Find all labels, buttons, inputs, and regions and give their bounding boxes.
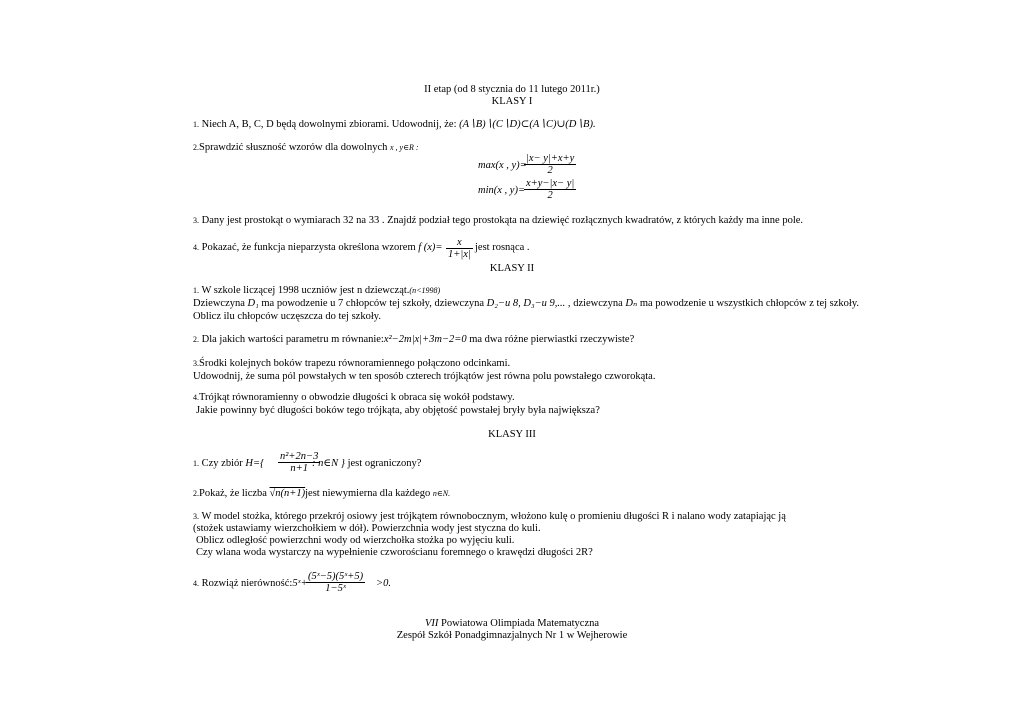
problem-3-4 bbox=[193, 577, 308, 590]
function-fraction bbox=[446, 237, 473, 260]
footer-olympiad-name: Powiatowa Olimpiada Matematyczna bbox=[438, 618, 600, 629]
problem-text: W model stożka, którego przekrój osiowy jest trójkątem równobocznym, włożono kulę o promieniu długości R i nalano wody zatapiając ją bbox=[201, 511, 786, 522]
inequality-numerator: (5ˣ−5)(5ˣ+5) bbox=[308, 571, 364, 582]
problem-1-1 bbox=[193, 118, 596, 131]
problem-2-1-line2 bbox=[193, 297, 859, 310]
problem-2-1 bbox=[193, 284, 440, 297]
text-part: ma powodzenie u 7 chłopców tej szkoły, dziewczyna bbox=[261, 298, 485, 309]
problem-1-2 bbox=[193, 141, 419, 154]
problem-tail: jest niewymierna dla każdego bbox=[305, 488, 431, 499]
stage-title: II etap (od 8 stycznia do 11 lutego 2011r.) bbox=[424, 84, 600, 95]
problem-text: W szkole liczącej 1998 uczniów jest n dziewcząt. bbox=[201, 285, 410, 296]
inequality-denominator: 1−5ˣ bbox=[325, 583, 346, 594]
problem-2-2 bbox=[193, 333, 634, 346]
problem-number: 1. bbox=[193, 286, 199, 295]
condition: (n<1998) bbox=[409, 286, 441, 295]
function-lhs: f (x)= bbox=[418, 242, 443, 253]
problem-2-4 bbox=[193, 391, 515, 404]
set-condition: : n∈N } bbox=[312, 458, 345, 469]
condition: n∈N. bbox=[432, 489, 451, 498]
inequality-fraction bbox=[306, 571, 365, 594]
class-one-heading: KLASY I bbox=[491, 96, 533, 107]
problem-text: Czy zbiór bbox=[201, 458, 243, 469]
footer-roman-numeral: VII bbox=[424, 618, 439, 629]
problem-text: Trójkąt równoramienny o obwodzie długości k obraca się wokół podstawy. bbox=[199, 392, 515, 403]
min-numerator: x+y−|x− y| bbox=[526, 178, 575, 189]
max-numerator: |x− y|+x+y bbox=[526, 153, 575, 164]
problem-3-3-line2: (stożek ustawiamy wierzchołkiem w dół). Powierzchnia wody jest styczna do kuli. bbox=[193, 523, 541, 534]
problem-2-1-line3: Oblicz ilu chłopców uczęszcza do tej szkoły. bbox=[193, 311, 381, 322]
problem-tail: jest ograniczony? bbox=[347, 458, 422, 469]
problem-text: Sprawdzić słuszność wzorów dla dowolnych bbox=[199, 142, 388, 153]
variables: x , y∈R : bbox=[390, 143, 419, 152]
set-numerator: n²+2n−3 bbox=[280, 451, 319, 462]
problem-2-3-line2: Udowodnij, że suma pól powstałych w ten sposób czterech trójkątów jest równa polu powstałego czworokąta. bbox=[193, 371, 656, 382]
var-dn: Dₙ bbox=[625, 298, 638, 309]
problem-number: 1. bbox=[193, 459, 199, 468]
problem-1-4 bbox=[193, 241, 443, 254]
problem-number: 3. bbox=[193, 512, 199, 521]
min-denominator: 2 bbox=[547, 190, 553, 201]
problem-text: Dany jest prostokąt o wymiarach 32 na 33 . Znajdź podział tego prostokąta na dziewięć rozłącznych kwadratów, z których każdy ma inne pole. bbox=[201, 215, 804, 226]
problem-3-3-line4: Czy wlana woda wystarczy na wypełnienie czworościanu foremnego o krawędzi długości 2R? bbox=[196, 547, 593, 558]
function-tail: jest rosnąca . bbox=[475, 242, 530, 253]
set-denominator: n+1 bbox=[290, 463, 308, 474]
text-part: dziewczyna bbox=[573, 298, 623, 309]
footer-school: Zespół Szkół Ponadgimnazjalnych Nr 1 w Wejherowie bbox=[396, 630, 628, 641]
set-lhs: H={ bbox=[245, 458, 265, 469]
problem-number: 2. bbox=[193, 143, 199, 152]
problem-number: 2. bbox=[193, 489, 199, 498]
var-d1: D₁ bbox=[247, 298, 259, 309]
text-part: Dziewczyna bbox=[193, 298, 245, 309]
class-two-heading: KLASY II bbox=[489, 263, 535, 274]
problem-2-4-line2: Jakie powinny być długości boków tego trójkąta, aby objętość powstałej bryły była największa? bbox=[196, 405, 600, 416]
problem-number: 3. bbox=[193, 359, 199, 368]
problem-3-3-line3: Oblicz odległość powierzchni wody od wierzchołka stożka po wyjęciu kuli. bbox=[196, 535, 515, 546]
problem-number: 2. bbox=[193, 335, 199, 344]
var-d2: D₂−u 8, D₃−u 9,... , bbox=[486, 298, 571, 309]
problem-number: 4. bbox=[193, 393, 199, 402]
set-formula: (A∖B)∖(C∖D)⊂(A∖C)∪(D∖B). bbox=[459, 119, 596, 130]
problem-number: 3. bbox=[193, 216, 199, 225]
max-fraction bbox=[524, 153, 576, 176]
problem-text: Rozwiąż nierówność: bbox=[201, 578, 293, 589]
problem-3-1 bbox=[193, 457, 264, 470]
min-fraction bbox=[524, 178, 576, 201]
class-three-heading: KLASY III bbox=[488, 429, 536, 440]
max-denominator: 2 bbox=[547, 165, 553, 176]
inequality-lhs: 5ˣ+ bbox=[292, 578, 308, 589]
problem-number: 1. bbox=[193, 120, 199, 129]
sqrt-formula: √n(n+1) bbox=[269, 488, 306, 499]
max-lhs: max(x , y)= bbox=[478, 160, 527, 171]
problem-3-2 bbox=[193, 487, 450, 500]
problem-text: Pokaż, że liczba bbox=[199, 488, 267, 499]
function-denominator: 1+|x| bbox=[448, 249, 471, 260]
problem-text: Niech A, B, C, D będą dowolnymi zbiorami. Udowodnij, że: bbox=[201, 119, 457, 130]
problem-text: Dla jakich wartości parametru m równanie: bbox=[201, 334, 384, 345]
set-condition-tail bbox=[312, 457, 421, 470]
problem-1-3 bbox=[193, 214, 803, 227]
equation: x²−2m|x|+3m−2=0 bbox=[383, 334, 467, 345]
problem-text: Pokazać, że funkcja nieparzysta określona wzorem bbox=[201, 242, 416, 253]
problem-number: 4. bbox=[193, 243, 199, 252]
function-numerator: x bbox=[446, 237, 473, 249]
problem-text: Środki kolejnych boków trapezu równoramiennego połączono odcinkami. bbox=[199, 358, 511, 369]
inequality-tail: >0. bbox=[376, 578, 391, 589]
text-part: ma powodzenie u wszystkich chłopców z tej szkoły. bbox=[639, 298, 860, 309]
min-lhs: min(x , y)= bbox=[478, 185, 526, 196]
problem-number: 4. bbox=[193, 579, 199, 588]
problem-2-3 bbox=[193, 357, 510, 370]
problem-tail: ma dwa różne pierwiastki rzeczywiste? bbox=[469, 334, 635, 345]
